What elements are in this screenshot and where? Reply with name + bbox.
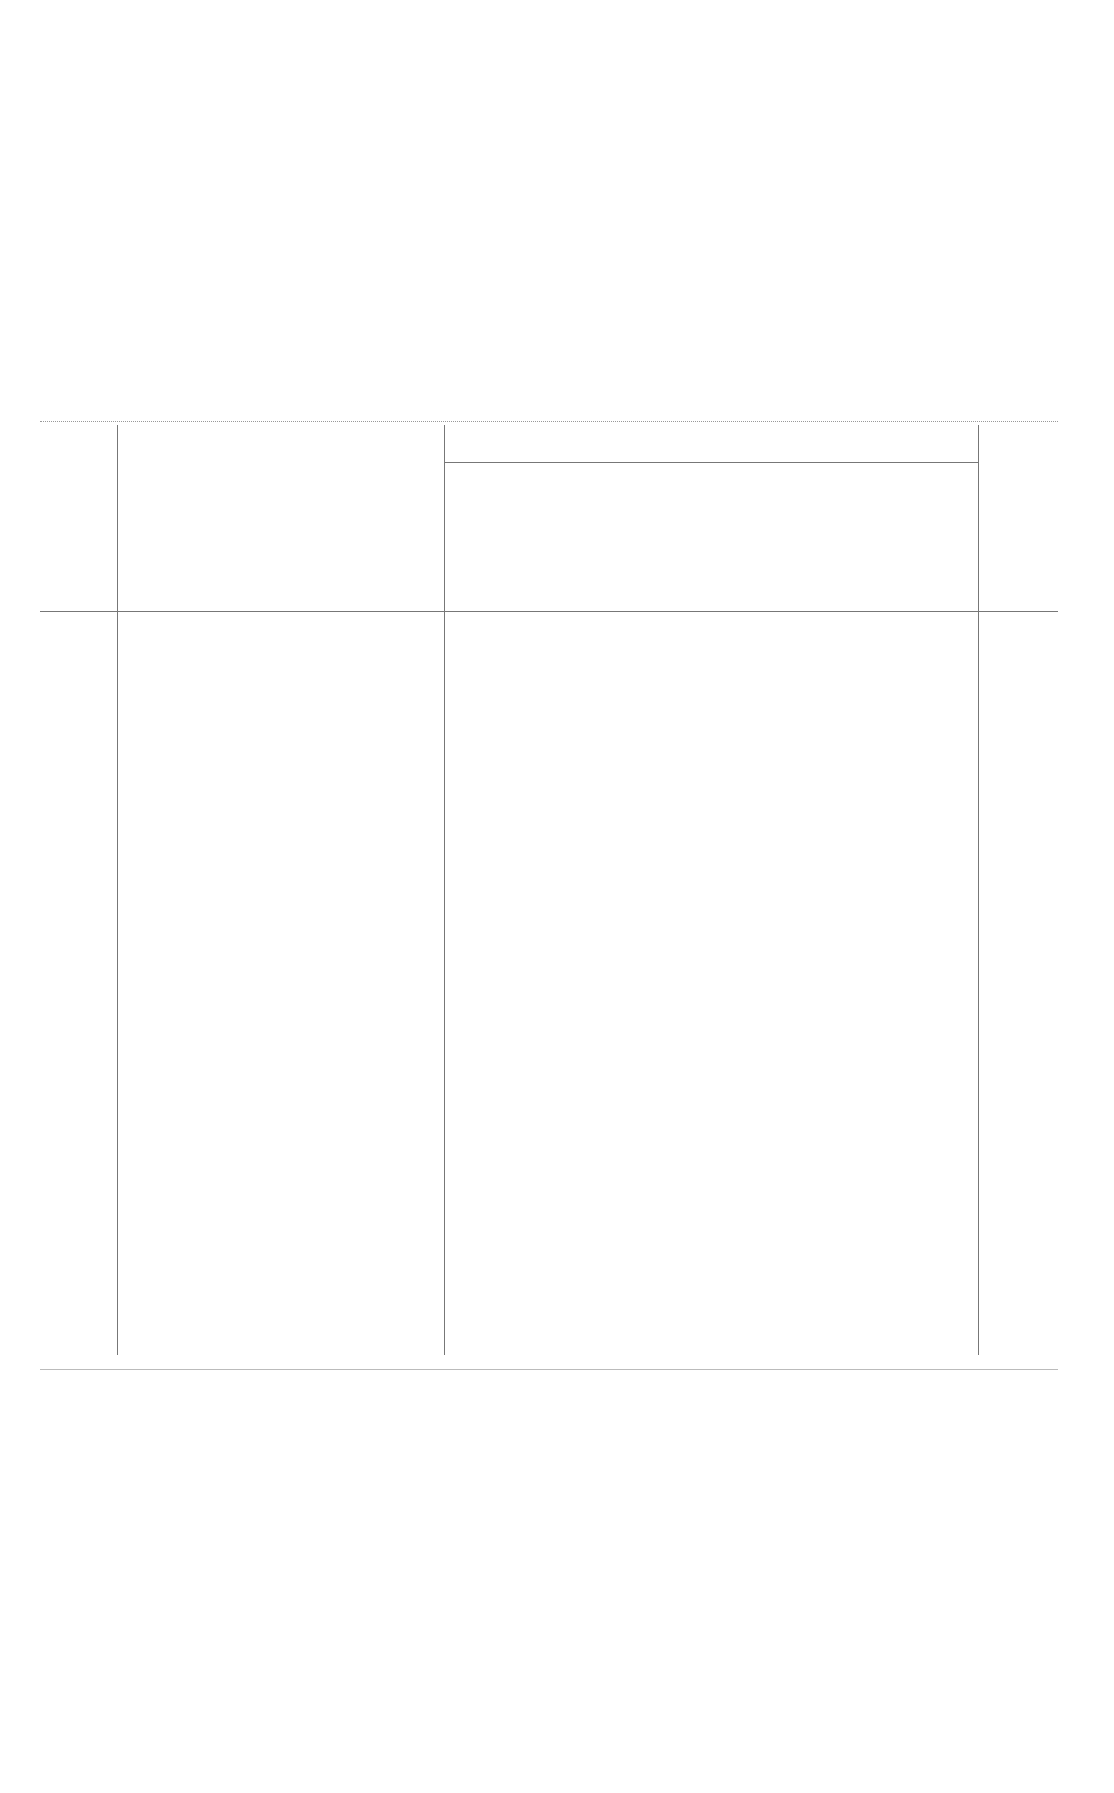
table-title [60, 355, 1060, 386]
column-divider [444, 425, 445, 1355]
column-divider [978, 425, 979, 1355]
column-divider [117, 425, 118, 1355]
header-rule [444, 462, 978, 463]
top-rule [40, 421, 1058, 422]
header-bottom-rule [40, 611, 1058, 612]
bottom-rule [40, 1369, 1058, 1370]
